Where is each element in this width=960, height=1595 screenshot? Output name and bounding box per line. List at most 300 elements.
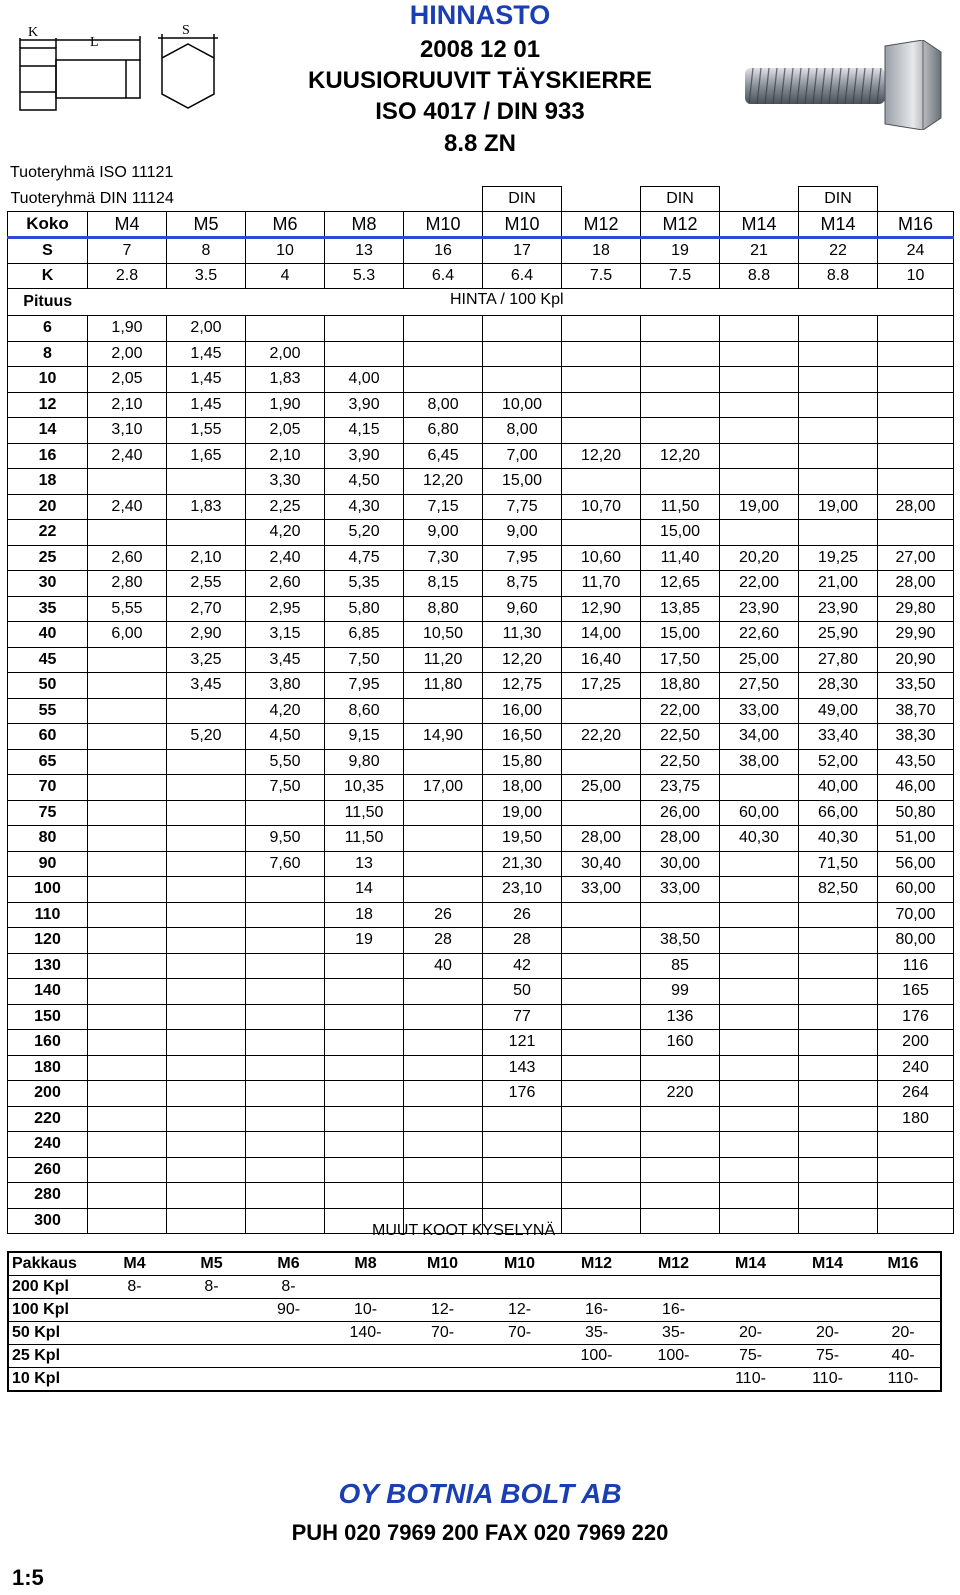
price-cell xyxy=(562,316,641,342)
price-cell: 21,00 xyxy=(799,571,878,597)
pack-cell xyxy=(173,1368,250,1392)
s-value: 13 xyxy=(325,238,404,264)
price-cell: 33,40 xyxy=(799,724,878,750)
price-cell xyxy=(167,775,246,801)
price-cell: 12,75 xyxy=(483,673,562,699)
price-cell xyxy=(878,1208,954,1234)
length-cell: 110 xyxy=(8,902,88,928)
price-cell xyxy=(878,418,954,444)
price-cell: 2,05 xyxy=(88,367,167,393)
pack-qty-label: 100 Kpl xyxy=(8,1299,96,1322)
price-cell: 52,00 xyxy=(799,749,878,775)
price-cell: 25,90 xyxy=(799,622,878,648)
length-cell: 20 xyxy=(8,494,88,520)
pack-cell xyxy=(327,1368,404,1392)
price-cell: 11,80 xyxy=(404,673,483,699)
price-cell xyxy=(562,1183,641,1209)
price-cell: 15,00 xyxy=(641,520,720,546)
price-cell: 51,00 xyxy=(878,826,954,852)
price-cell: 19,25 xyxy=(799,545,878,571)
table-row xyxy=(8,1157,954,1183)
price-cell xyxy=(167,1030,246,1056)
price-cell xyxy=(246,902,325,928)
price-cell xyxy=(167,928,246,954)
price-cell: 28,00 xyxy=(878,571,954,597)
price-cell: 40,00 xyxy=(799,775,878,801)
price-cell xyxy=(720,316,799,342)
price-cell xyxy=(167,877,246,903)
k-value: 8.8 xyxy=(799,264,878,289)
pack-qty-label: 10 Kpl xyxy=(8,1368,96,1392)
price-cell xyxy=(404,1055,483,1081)
pack-cell: 20- xyxy=(866,1322,941,1345)
price-cell xyxy=(641,1183,720,1209)
table-row xyxy=(8,902,954,928)
price-cell xyxy=(641,392,720,418)
pack-cell xyxy=(481,1368,558,1392)
label-k: K xyxy=(28,25,39,40)
price-cell: 2,10 xyxy=(167,545,246,571)
pack-cell xyxy=(250,1322,327,1345)
price-cell: 18,00 xyxy=(483,775,562,801)
price-cell: 21,30 xyxy=(483,851,562,877)
table-row xyxy=(8,367,954,393)
product-name: KUUSIORUUVIT TÄYSKIERRE xyxy=(307,67,653,94)
price-cell xyxy=(167,826,246,852)
price-cell xyxy=(325,1004,404,1030)
pack-cell: 16- xyxy=(635,1299,712,1322)
length-cell: 25 xyxy=(8,545,88,571)
price-cell xyxy=(878,1183,954,1209)
pituus-spacer xyxy=(720,289,799,316)
price-cell xyxy=(720,469,799,495)
price-cell: 220 xyxy=(641,1081,720,1107)
length-cell: 75 xyxy=(8,800,88,826)
price-cell xyxy=(483,1106,562,1132)
price-cell xyxy=(88,1132,167,1158)
price-cell xyxy=(88,851,167,877)
packaging-table xyxy=(7,1251,942,1392)
price-cell xyxy=(720,1157,799,1183)
price-cell xyxy=(246,1004,325,1030)
length-cell: 280 xyxy=(8,1183,88,1209)
pituus-spacer xyxy=(641,289,720,316)
pack-row xyxy=(8,1368,941,1392)
price-cell: 14,90 xyxy=(404,724,483,750)
table-row xyxy=(8,1004,954,1030)
hex-bolt-photo-icon xyxy=(745,40,945,130)
table-row xyxy=(8,443,954,469)
price-cell xyxy=(562,1208,641,1234)
price-cell xyxy=(720,953,799,979)
table-row xyxy=(8,1081,954,1107)
pack-cell xyxy=(327,1345,404,1368)
k-value: 8.8 xyxy=(720,264,799,289)
price-cell xyxy=(799,418,878,444)
pack-cell: 75- xyxy=(712,1345,789,1368)
price-cell: 18 xyxy=(325,902,404,928)
price-cell xyxy=(799,443,878,469)
length-cell: 260 xyxy=(8,1157,88,1183)
price-cell: 19,50 xyxy=(483,826,562,852)
price-cell xyxy=(88,1157,167,1183)
pituus-spacer xyxy=(799,289,878,316)
price-cell xyxy=(720,367,799,393)
s-value: 7 xyxy=(88,238,167,264)
price-cell: 23,10 xyxy=(483,877,562,903)
price-cell: 40,30 xyxy=(799,826,878,852)
length-cell: 130 xyxy=(8,953,88,979)
price-cell xyxy=(483,316,562,342)
price-cell: 3,25 xyxy=(167,647,246,673)
price-cell: 18,80 xyxy=(641,673,720,699)
price-cell xyxy=(483,367,562,393)
pack-size-header: M14 xyxy=(789,1252,866,1276)
price-cell xyxy=(562,1081,641,1107)
price-cell: 12,20 xyxy=(483,647,562,673)
price-cell: 14,00 xyxy=(562,622,641,648)
k-value: 7.5 xyxy=(562,264,641,289)
price-cell xyxy=(325,316,404,342)
price-cell xyxy=(562,1030,641,1056)
pack-cell: 90- xyxy=(250,1299,327,1322)
pack-cell xyxy=(327,1276,404,1299)
price-cell: 7,50 xyxy=(246,775,325,801)
price-cell: 33,00 xyxy=(562,877,641,903)
din-header: DIN xyxy=(799,187,878,212)
price-cell xyxy=(720,443,799,469)
price-cell: 5,20 xyxy=(325,520,404,546)
price-cell xyxy=(88,1183,167,1209)
price-cell: 60,00 xyxy=(878,877,954,903)
price-table xyxy=(7,186,954,1234)
price-cell: 27,80 xyxy=(799,647,878,673)
price-cell xyxy=(720,979,799,1005)
pack-cell xyxy=(635,1276,712,1299)
price-cell: 8,60 xyxy=(325,698,404,724)
price-cell xyxy=(88,698,167,724)
length-cell: 70 xyxy=(8,775,88,801)
price-cell xyxy=(246,1081,325,1107)
price-cell xyxy=(720,1030,799,1056)
price-cell xyxy=(878,392,954,418)
price-cell: 1,45 xyxy=(167,367,246,393)
price-cell: 11,30 xyxy=(483,622,562,648)
price-cell xyxy=(404,1157,483,1183)
table-row xyxy=(8,469,954,495)
price-cell: 7,00 xyxy=(483,443,562,469)
pituus-spacer xyxy=(167,289,246,316)
price-cell: 10,60 xyxy=(562,545,641,571)
price-cell xyxy=(562,367,641,393)
price-cell xyxy=(799,1132,878,1158)
price-cell: 2,00 xyxy=(167,316,246,342)
price-cell xyxy=(404,1004,483,1030)
price-cell xyxy=(88,520,167,546)
price-cell xyxy=(167,1055,246,1081)
price-cell xyxy=(404,979,483,1005)
price-cell: 6,85 xyxy=(325,622,404,648)
pack-size-header: M4 xyxy=(96,1252,173,1276)
price-cell xyxy=(878,1132,954,1158)
price-cell xyxy=(246,316,325,342)
price-cell xyxy=(325,1030,404,1056)
price-cell xyxy=(720,418,799,444)
price-cell xyxy=(720,877,799,903)
pack-cell xyxy=(635,1368,712,1392)
price-cell: 27,50 xyxy=(720,673,799,699)
price-cell: 11,50 xyxy=(641,494,720,520)
length-cell: 22 xyxy=(8,520,88,546)
price-cell: 14 xyxy=(325,877,404,903)
price-cell: 16,50 xyxy=(483,724,562,750)
price-cell: 99 xyxy=(641,979,720,1005)
price-cell xyxy=(167,953,246,979)
price-cell: 8,00 xyxy=(404,392,483,418)
price-cell xyxy=(167,1081,246,1107)
price-cell: 11,50 xyxy=(325,826,404,852)
price-cell: 4,75 xyxy=(325,545,404,571)
s-value: 22 xyxy=(799,238,878,264)
price-cell xyxy=(641,367,720,393)
table-row xyxy=(8,673,954,699)
price-cell xyxy=(167,1157,246,1183)
pack-cell xyxy=(250,1345,327,1368)
price-cell: 10,00 xyxy=(483,392,562,418)
price-cell xyxy=(641,1106,720,1132)
price-cell xyxy=(246,928,325,954)
price-cell: 11,70 xyxy=(562,571,641,597)
price-cell xyxy=(799,341,878,367)
price-cell xyxy=(404,316,483,342)
price-cell xyxy=(88,469,167,495)
product-grade: 8.8 ZN xyxy=(443,130,517,157)
price-cell: 49,00 xyxy=(799,698,878,724)
price-cell xyxy=(246,1055,325,1081)
price-cell: 66,00 xyxy=(799,800,878,826)
table-row xyxy=(8,571,954,597)
price-cell xyxy=(641,1055,720,1081)
price-cell: 38,70 xyxy=(878,698,954,724)
price-cell xyxy=(720,928,799,954)
price-cell xyxy=(88,928,167,954)
table-row xyxy=(8,316,954,342)
table-row xyxy=(8,341,954,367)
price-cell xyxy=(562,1106,641,1132)
price-cell xyxy=(167,749,246,775)
price-cell: 23,90 xyxy=(720,596,799,622)
table-row xyxy=(8,775,954,801)
price-cell: 38,30 xyxy=(878,724,954,750)
price-cell xyxy=(720,1081,799,1107)
price-date: 2008 12 01 xyxy=(419,36,541,63)
price-cell: 17,00 xyxy=(404,775,483,801)
other-sizes-note: MUUT KOOT KYSELYNÄ xyxy=(372,1222,556,1239)
price-cell xyxy=(167,851,246,877)
price-cell: 2,90 xyxy=(167,622,246,648)
pack-cell xyxy=(481,1276,558,1299)
s-value: 21 xyxy=(720,238,799,264)
pack-cell: 12- xyxy=(481,1299,558,1322)
price-cell xyxy=(799,392,878,418)
price-cell: 12,20 xyxy=(404,469,483,495)
price-cell: 80,00 xyxy=(878,928,954,954)
length-cell: 50 xyxy=(8,673,88,699)
table-row xyxy=(8,928,954,954)
price-cell: 15,00 xyxy=(483,469,562,495)
contact-phone: PUH 020 7969 200 FAX 020 7969 220 xyxy=(291,1520,669,1545)
size-header: M14 xyxy=(720,212,799,238)
table-row xyxy=(8,1132,954,1158)
price-cell xyxy=(799,979,878,1005)
pituus-spacer xyxy=(878,289,954,316)
price-cell xyxy=(167,902,246,928)
price-cell xyxy=(167,1132,246,1158)
pack-cell xyxy=(96,1345,173,1368)
table-row xyxy=(8,494,954,520)
price-cell: 116 xyxy=(878,953,954,979)
price-cell: 2,10 xyxy=(88,392,167,418)
price-cell: 176 xyxy=(878,1004,954,1030)
price-cell: 28 xyxy=(483,928,562,954)
price-cell xyxy=(799,1004,878,1030)
price-cell: 5,55 xyxy=(88,596,167,622)
pack-row xyxy=(8,1345,941,1368)
price-cell: 1,83 xyxy=(167,494,246,520)
price-cell xyxy=(404,698,483,724)
price-cell: 71,50 xyxy=(799,851,878,877)
price-cell: 40 xyxy=(404,953,483,979)
price-cell xyxy=(799,1106,878,1132)
price-cell: 3,15 xyxy=(246,622,325,648)
size-header: M8 xyxy=(325,212,404,238)
price-cell xyxy=(799,953,878,979)
price-cell: 8,15 xyxy=(404,571,483,597)
product-standard: ISO 4017 / DIN 933 xyxy=(375,98,585,125)
price-cell xyxy=(720,1055,799,1081)
price-cell xyxy=(88,1208,167,1234)
price-cell xyxy=(641,418,720,444)
price-cell: 11,20 xyxy=(404,647,483,673)
price-cell: 176 xyxy=(483,1081,562,1107)
page-title: HINNASTO xyxy=(409,0,551,30)
scale-label: 1:5 xyxy=(12,1565,44,1590)
price-cell xyxy=(404,1081,483,1107)
table-row xyxy=(8,979,954,1005)
size-header: M14 xyxy=(799,212,878,238)
table-row xyxy=(8,851,954,877)
table-row xyxy=(8,698,954,724)
price-cell xyxy=(878,367,954,393)
pituus-spacer xyxy=(325,289,404,316)
s-value: 17 xyxy=(483,238,562,264)
table-row xyxy=(8,724,954,750)
pack-cell xyxy=(173,1345,250,1368)
price-cell xyxy=(562,698,641,724)
price-cell xyxy=(404,749,483,775)
price-cell xyxy=(720,341,799,367)
price-cell: 77 xyxy=(483,1004,562,1030)
pack-qty-label: 25 Kpl xyxy=(8,1345,96,1368)
price-cell: 16,00 xyxy=(483,698,562,724)
size-header: M12 xyxy=(562,212,641,238)
pack-cell xyxy=(404,1368,481,1392)
price-cell: 28,00 xyxy=(641,826,720,852)
table-row xyxy=(8,1030,954,1056)
price-cell: 19,00 xyxy=(720,494,799,520)
price-cell xyxy=(878,520,954,546)
price-cell: 1,90 xyxy=(246,392,325,418)
price-cell: 5,50 xyxy=(246,749,325,775)
price-cell: 23,90 xyxy=(799,596,878,622)
price-cell xyxy=(720,1106,799,1132)
table-row xyxy=(8,826,954,852)
length-cell: 80 xyxy=(8,826,88,852)
price-cell xyxy=(325,979,404,1005)
company-name: OY BOTNIA BOLT AB xyxy=(338,1478,622,1509)
pack-cell: 35- xyxy=(635,1322,712,1345)
pack-cell: 110- xyxy=(712,1368,789,1392)
length-cell: 150 xyxy=(8,1004,88,1030)
price-cell: 50,80 xyxy=(878,800,954,826)
price-cell: 2,70 xyxy=(167,596,246,622)
price-cell xyxy=(720,851,799,877)
label-l: L xyxy=(90,35,99,50)
price-cell xyxy=(799,928,878,954)
price-cell: 4,20 xyxy=(246,520,325,546)
pack-cell xyxy=(173,1299,250,1322)
k-value: 2.8 xyxy=(88,264,167,289)
pack-size-header: M10 xyxy=(481,1252,558,1276)
price-cell: 22,60 xyxy=(720,622,799,648)
price-cell: 17,50 xyxy=(641,647,720,673)
price-cell xyxy=(246,877,325,903)
price-cell: 7,95 xyxy=(483,545,562,571)
price-cell: 3,45 xyxy=(167,673,246,699)
price-cell xyxy=(325,1106,404,1132)
price-cell xyxy=(325,1081,404,1107)
price-cell xyxy=(88,647,167,673)
table-row xyxy=(8,877,954,903)
pituus-spacer xyxy=(246,289,325,316)
price-cell: 6,45 xyxy=(404,443,483,469)
price-cell xyxy=(562,1157,641,1183)
price-cell xyxy=(720,1208,799,1234)
table-row xyxy=(8,1106,954,1132)
price-cell xyxy=(562,979,641,1005)
price-cell: 1,65 xyxy=(167,443,246,469)
price-cell xyxy=(720,520,799,546)
price-cell xyxy=(878,443,954,469)
price-cell: 6,80 xyxy=(404,418,483,444)
price-cell xyxy=(325,1055,404,1081)
price-cell: 22,00 xyxy=(641,698,720,724)
price-cell xyxy=(799,1208,878,1234)
price-cell: 3,80 xyxy=(246,673,325,699)
length-cell: 30 xyxy=(8,571,88,597)
price-cell xyxy=(325,1132,404,1158)
length-cell: 100 xyxy=(8,877,88,903)
price-cell: 70,00 xyxy=(878,902,954,928)
size-header: M12 xyxy=(641,212,720,238)
price-cell: 3,90 xyxy=(325,443,404,469)
price-cell xyxy=(404,1030,483,1056)
price-cell: 13 xyxy=(325,851,404,877)
price-cell: 180 xyxy=(878,1106,954,1132)
pack-cell: 75- xyxy=(789,1345,866,1368)
price-cell: 82,50 xyxy=(799,877,878,903)
price-cell xyxy=(720,902,799,928)
